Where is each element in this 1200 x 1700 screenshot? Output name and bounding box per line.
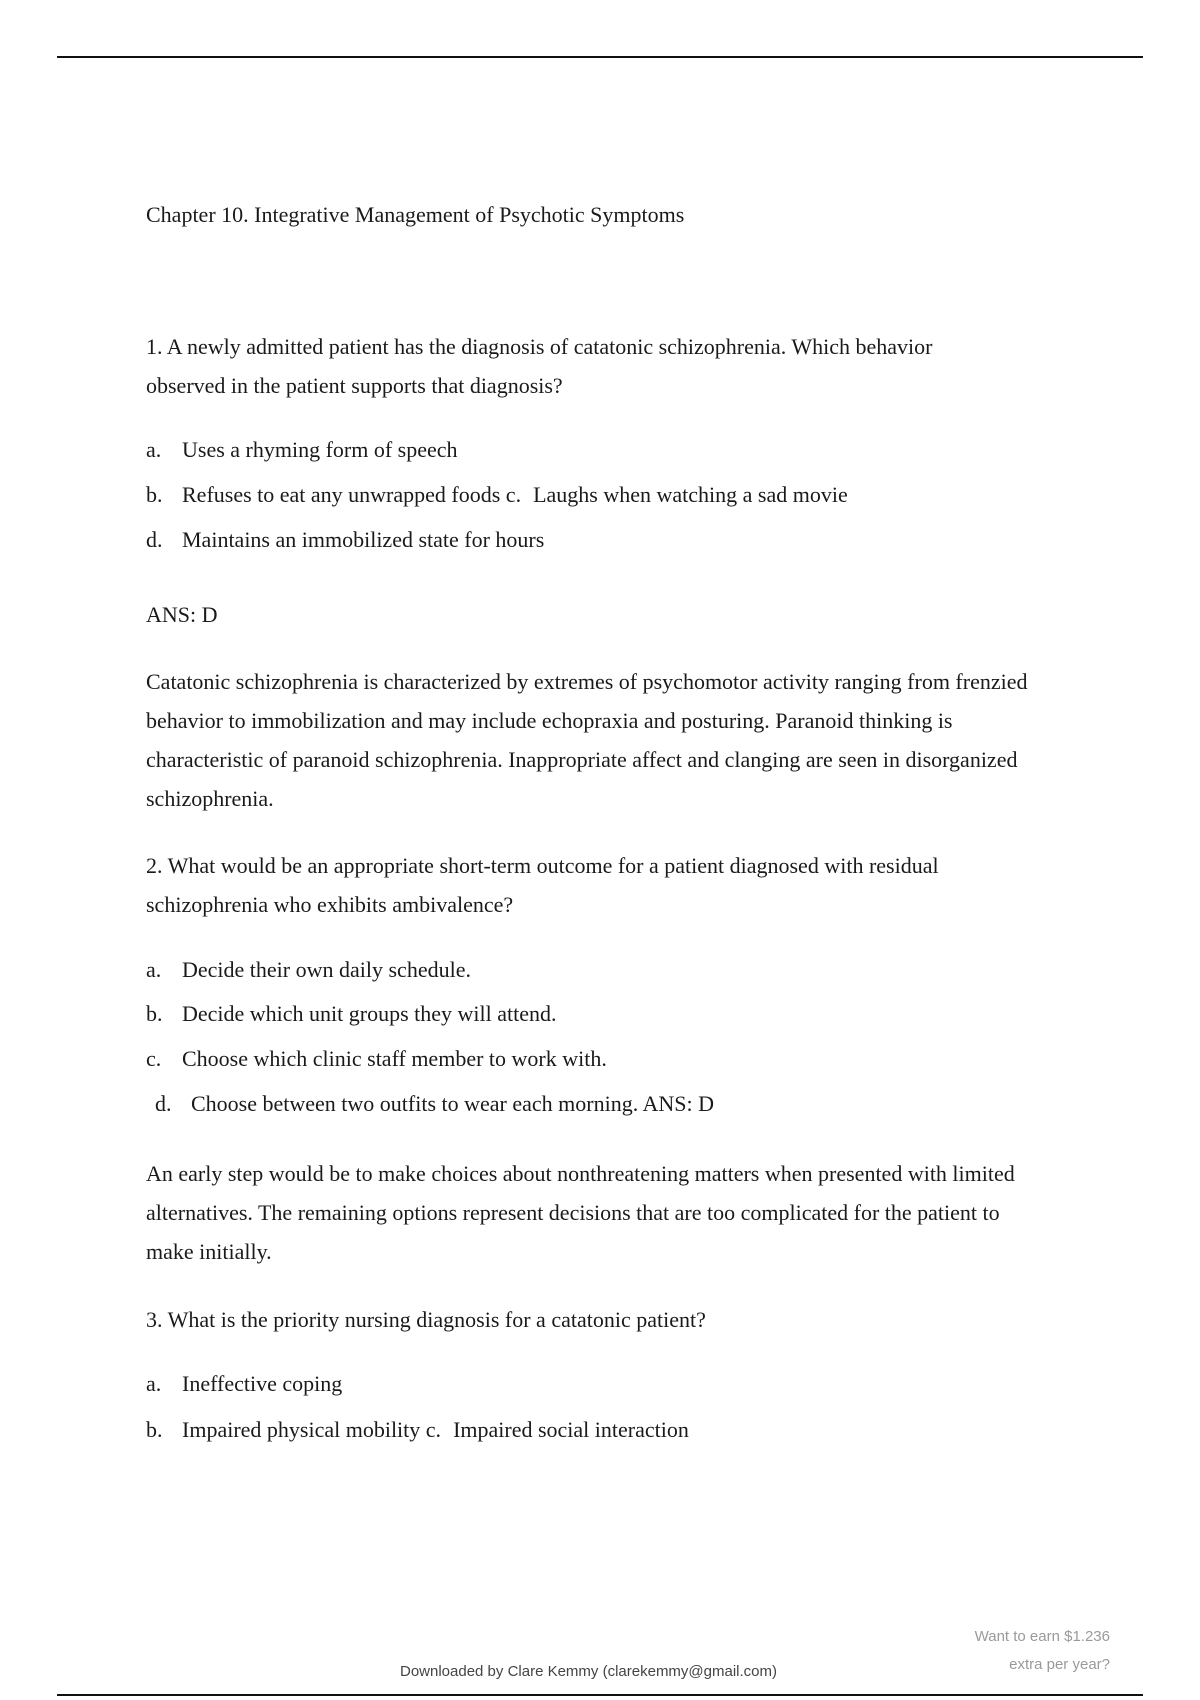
option-text: Decide which unit groups they will attend. bbox=[182, 1001, 557, 1026]
option-text: Uses a rhyming form of speech bbox=[182, 437, 458, 462]
bottom-rule bbox=[57, 1694, 1143, 1696]
question-1-option-a bbox=[146, 436, 458, 464]
option-text-2: Impaired social interaction bbox=[453, 1417, 689, 1442]
question-2-option-c bbox=[146, 1045, 607, 1073]
option-text: Impaired physical mobility c. bbox=[182, 1417, 442, 1442]
option-letter: a. bbox=[146, 957, 162, 982]
option-text: Choose which clinic staff member to work with. bbox=[182, 1046, 607, 1071]
question-1-answer: ANS: D bbox=[146, 602, 218, 627]
option-letter: a. bbox=[146, 1371, 162, 1396]
question-3-stem: 3. What is the priority nursing diagnosis for a catatonic patient? bbox=[146, 1307, 706, 1332]
option-text: Refuses to eat any unwrapped foods c. bbox=[182, 482, 522, 507]
option-letter: c. bbox=[146, 1046, 162, 1071]
download-attribution: Downloaded by Clare Kemmy (clarekemmy@gmail.com) bbox=[400, 1663, 777, 1680]
question-2-option-b bbox=[146, 1000, 557, 1028]
option-text-2: Laughs when watching a sad movie bbox=[533, 482, 848, 507]
option-letter: d. bbox=[146, 527, 163, 552]
chapter-title: Chapter 10. Integrative Management of Psychotic Symptoms bbox=[146, 202, 685, 227]
promo-text-line-2: extra per year? bbox=[1009, 1656, 1110, 1673]
option-letter: b. bbox=[146, 482, 163, 507]
option-text: Ineffective coping bbox=[182, 1371, 343, 1396]
question-2-stem-line-2: schizophrenia who exhibits ambivalence? bbox=[146, 892, 514, 917]
question-2-rationale: An early step would be to make choices about nonthreatening matters when presented with limited alternatives. The remaining options represent decisions that are too complicated for the patient to make initially. bbox=[146, 1161, 1015, 1264]
question-2-option-d bbox=[155, 1090, 714, 1118]
option-text: Maintains an immobilized state for hours bbox=[182, 527, 545, 552]
option-text: Choose between two outfits to wear each morning. ANS: D bbox=[191, 1091, 715, 1116]
question-1-option-d bbox=[146, 526, 544, 554]
question-1-option-b-c bbox=[146, 481, 848, 509]
question-2-stem-line-1: 2. What would be an appropriate short-term outcome for a patient diagnosed with residual bbox=[146, 853, 939, 878]
option-letter: b. bbox=[146, 1417, 163, 1442]
promo-text-line-1: Want to earn $1.236 bbox=[974, 1628, 1110, 1645]
option-letter: a. bbox=[146, 437, 162, 462]
question-1-stem-line-1: 1. A newly admitted patient has the diagnosis of catatonic schizophrenia. Which behavior bbox=[146, 334, 933, 359]
option-letter: d. bbox=[155, 1091, 172, 1116]
option-letter: b. bbox=[146, 1001, 163, 1026]
question-1-stem-line-2: observed in the patient supports that diagnosis? bbox=[146, 373, 563, 398]
question-2-option-a bbox=[146, 956, 471, 984]
question-3-option-b-c bbox=[146, 1416, 689, 1444]
question-1-rationale: Catatonic schizophrenia is characterized by extremes of psychomotor activity ranging from frenzied behavior to immobilization and may include echopraxia and posturing. Paranoid thinking is characteristic of paranoid schizophrenia. Inappropriate affect and clanging are seen in disorganized schizophrenia. bbox=[146, 669, 1028, 811]
question-3-option-a bbox=[146, 1370, 342, 1398]
option-text: Decide their own daily schedule. bbox=[182, 957, 471, 982]
top-rule bbox=[57, 56, 1143, 58]
